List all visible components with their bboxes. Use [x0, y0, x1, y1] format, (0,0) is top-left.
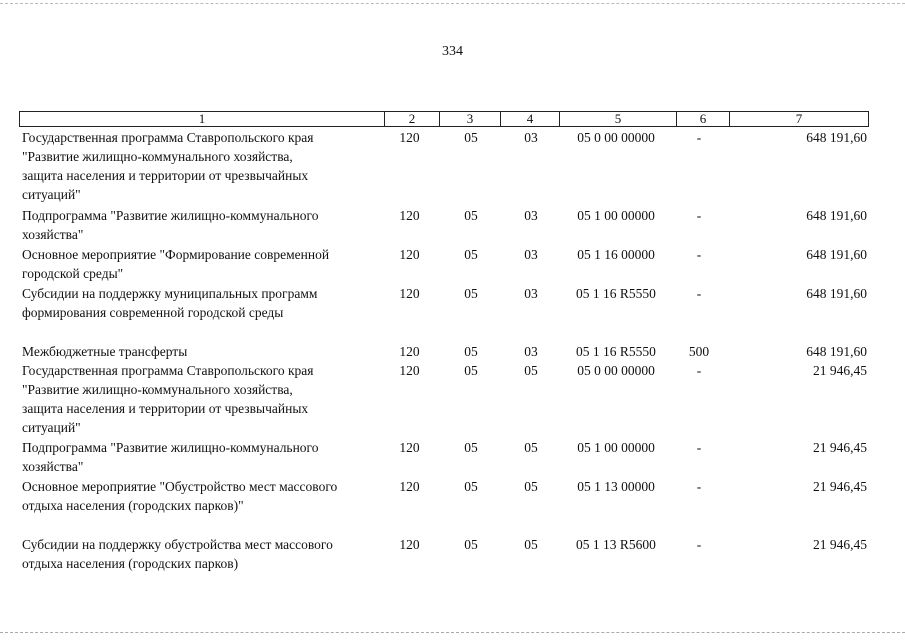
row-amount: 21 946,45 [813, 363, 867, 378]
row-target-code: 05 0 00 00000 [577, 130, 655, 145]
scan-edge-top [0, 3, 905, 4]
row-section: 05 [464, 537, 478, 552]
row-name-line: Государственная программа Ставропольского края [22, 363, 314, 378]
row-admin-code: 120 [399, 130, 420, 145]
row-name-line: Субсидии на поддержку муниципальных программ [22, 286, 318, 301]
row-expense-type: - [696, 479, 702, 494]
row-name [22, 477, 382, 515]
row-name-line: Подпрограмма "Развитие жилищно-коммунального [22, 440, 319, 455]
row-admin-code: 120 [399, 344, 420, 359]
row-subsection: 05 [524, 479, 538, 494]
row-section: 05 [464, 344, 478, 359]
row-section: 05 [464, 363, 478, 378]
row-amount: 21 946,45 [813, 440, 867, 455]
row-admin-code: 120 [399, 363, 420, 378]
row-name [22, 535, 382, 573]
row-subsection: 05 [524, 537, 538, 552]
row-admin-code: 120 [399, 537, 420, 552]
row-name [22, 342, 382, 361]
row-target-code: 05 1 00 00000 [577, 208, 655, 223]
row-amount: 21 946,45 [813, 537, 867, 552]
row-name-line: Подпрограмма "Развитие жилищно-коммунального [22, 208, 319, 223]
scan-edge-bottom [0, 632, 905, 633]
header-col-1: 1 [20, 112, 385, 126]
header-col-6: 6 [677, 112, 730, 126]
row-section: 05 [464, 247, 478, 262]
row-subsection: 03 [524, 208, 538, 223]
row-name-line: Основное мероприятие "Формирование современной [22, 247, 330, 262]
row-name [22, 361, 382, 437]
row-name-line: хозяйства" [22, 459, 84, 474]
row-subsection: 03 [524, 344, 538, 359]
row-subsection: 03 [524, 247, 538, 262]
row-subsection: 05 [524, 363, 538, 378]
row-name-line: ситуаций" [22, 187, 81, 202]
row-expense-type: - [696, 286, 702, 301]
row-name-line: городской среды" [22, 266, 124, 281]
row-admin-code: 120 [399, 247, 420, 262]
row-section: 05 [464, 130, 478, 145]
row-name-line: отдыха населения (городских парков)" [22, 498, 244, 513]
table-header-row [19, 111, 869, 127]
page-number: 334 [442, 44, 463, 59]
row-amount: 648 191,60 [806, 344, 867, 359]
row-target-code: 05 0 00 00000 [577, 363, 655, 378]
row-admin-code: 120 [399, 440, 420, 455]
row-name [22, 284, 382, 322]
row-target-code: 05 1 13 00000 [577, 479, 655, 494]
row-name-line: Межбюджетные трансферты [22, 344, 188, 359]
row-name-line: отдыха населения (городских парков) [22, 556, 239, 571]
row-subsection: 03 [524, 130, 538, 145]
row-target-code: 05 1 13 R5600 [576, 537, 656, 552]
row-amount: 648 191,60 [806, 286, 867, 301]
row-name [22, 206, 382, 244]
header-col-5: 5 [560, 112, 677, 126]
row-name [22, 245, 382, 283]
row-section: 05 [464, 479, 478, 494]
row-expense-type: 500 [688, 344, 710, 359]
row-name [22, 438, 382, 476]
row-target-code: 05 1 16 R5550 [576, 344, 656, 359]
row-admin-code: 120 [399, 286, 420, 301]
row-target-code: 05 1 16 00000 [577, 247, 655, 262]
header-col-2: 2 [385, 112, 440, 126]
row-admin-code: 120 [399, 208, 420, 223]
row-name-line: Субсидии на поддержку обустройства мест массового [22, 537, 333, 552]
row-name-line: защита населения и территории от чрезвычайных [22, 168, 309, 183]
row-name [22, 128, 382, 204]
row-admin-code: 120 [399, 479, 420, 494]
row-name-line: Основное мероприятие "Обустройство мест массового [22, 479, 338, 494]
row-subsection: 05 [524, 440, 538, 455]
row-target-code: 05 1 16 R5550 [576, 286, 656, 301]
row-name-line: "Развитие жилищно-коммунального хозяйства, [22, 382, 293, 397]
row-section: 05 [464, 208, 478, 223]
header-col-7: 7 [795, 111, 803, 126]
row-amount: 648 191,60 [806, 247, 867, 262]
row-expense-type: - [696, 247, 702, 262]
row-name-line: хозяйства" [22, 227, 84, 242]
row-amount: 21 946,45 [813, 479, 867, 494]
row-name-line: Государственная программа Ставропольского края [22, 130, 314, 145]
row-section: 05 [464, 440, 478, 455]
row-name-line: "Развитие жилищно-коммунального хозяйства, [22, 149, 293, 164]
row-section: 05 [464, 286, 478, 301]
header-col-3: 3 [440, 112, 501, 126]
row-name-line: формирования современной городской среды [22, 305, 284, 320]
row-expense-type: - [696, 130, 702, 145]
row-amount: 648 191,60 [806, 208, 867, 223]
row-expense-type: - [696, 208, 702, 223]
header-col-4: 4 [501, 112, 560, 126]
row-expense-type: - [696, 363, 702, 378]
row-amount: 648 191,60 [806, 130, 867, 145]
row-name-line: ситуаций" [22, 420, 81, 435]
row-name-line: защита населения и территории от чрезвычайных [22, 401, 309, 416]
row-target-code: 05 1 00 00000 [577, 440, 655, 455]
row-expense-type: - [696, 440, 702, 455]
row-expense-type: - [696, 537, 702, 552]
row-subsection: 03 [524, 286, 538, 301]
